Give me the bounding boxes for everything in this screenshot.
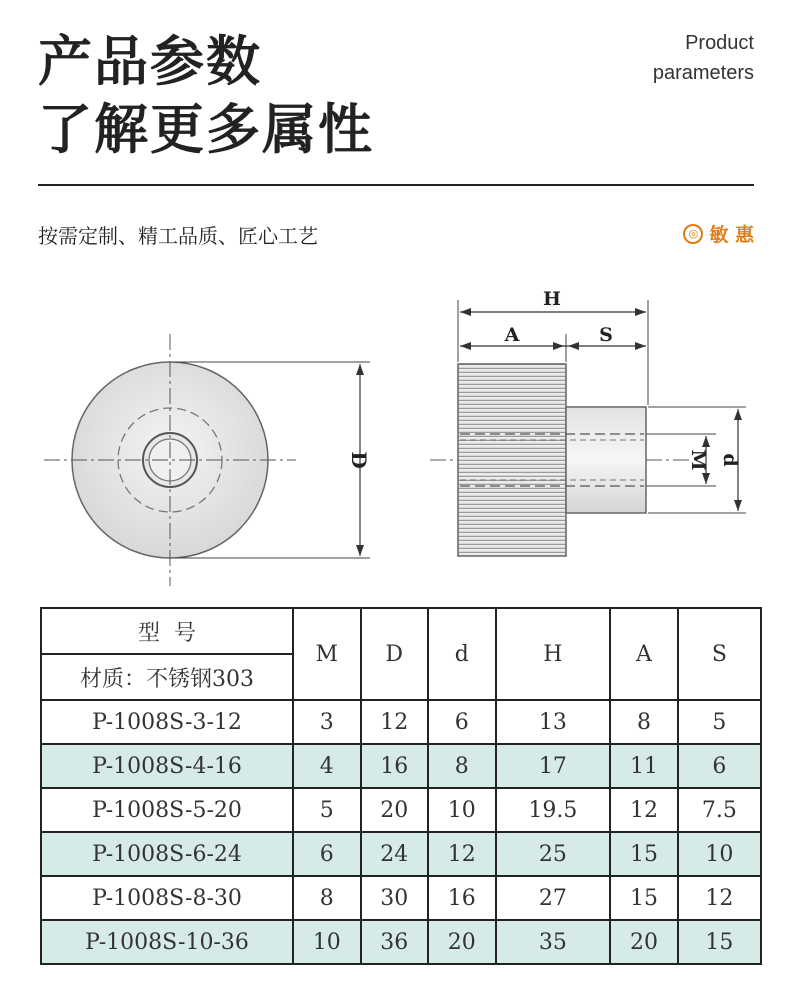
- cell-d: 16: [428, 876, 496, 920]
- table-row: [41, 788, 761, 832]
- s-arrow-left: [568, 342, 579, 350]
- cell-d: 6: [428, 700, 496, 744]
- cell-d: 10: [428, 788, 496, 832]
- cell-model: P-1008S-8-30: [41, 876, 293, 920]
- cell-S: 7.5: [678, 788, 761, 832]
- spec-table-header-row: [41, 608, 761, 654]
- front-view: [44, 334, 371, 586]
- cell-model: P-1008S-6-24: [41, 832, 293, 876]
- brand-logo-icon: ◎: [683, 224, 703, 244]
- d-arrow-bottom: [356, 545, 364, 556]
- cell-M: 3: [293, 700, 361, 744]
- table-row: [41, 744, 761, 788]
- cell-M: 10: [293, 920, 361, 964]
- cell-A: 11: [610, 744, 678, 788]
- cell-S: 15: [678, 920, 761, 964]
- cell-D: 12: [361, 700, 429, 744]
- dim-label-A: A: [504, 324, 520, 346]
- cell-M: 4: [293, 744, 361, 788]
- cell-S: 10: [678, 832, 761, 876]
- side-view: [430, 288, 746, 556]
- m-arrow-top: [702, 436, 710, 447]
- cell-D: 24: [361, 832, 429, 876]
- cell-H: 13: [496, 700, 611, 744]
- d-arrow-top: [356, 364, 364, 375]
- cell-D: 30: [361, 876, 429, 920]
- cell-H: 35: [496, 920, 611, 964]
- col-header-S: S: [678, 608, 761, 700]
- english-subtitle-line2: parameters: [652, 62, 754, 84]
- cell-D: 36: [361, 920, 429, 964]
- cell-H: 25: [496, 832, 611, 876]
- dim-label-D: D: [347, 451, 371, 469]
- page-title-line2: 了解更多属性: [38, 98, 374, 161]
- m-arrow-bottom: [702, 473, 710, 484]
- cell-H: 17: [496, 744, 611, 788]
- a-arrow-right: [553, 342, 564, 350]
- cell-A: 12: [610, 788, 678, 832]
- spec-table-body: [41, 700, 761, 964]
- model-header: 型号: [41, 608, 293, 654]
- col-header-A: A: [610, 608, 678, 700]
- col-header-M: M: [293, 608, 361, 700]
- cell-model: P-1008S-5-20: [41, 788, 293, 832]
- spec-table: [40, 607, 762, 965]
- table-row: [41, 832, 761, 876]
- cell-model: P-1008S-3-12: [41, 700, 293, 744]
- cell-M: 8: [293, 876, 361, 920]
- slogan-text: 按需定制、精工品质、匠心工艺: [38, 224, 318, 248]
- english-subtitle-line1: Product: [685, 32, 754, 54]
- col-header-d: d: [428, 608, 496, 700]
- cell-D: 20: [361, 788, 429, 832]
- col-header-H: H: [496, 608, 611, 700]
- cell-d: 8: [428, 744, 496, 788]
- s-arrow-right: [635, 342, 646, 350]
- cell-A: 15: [610, 832, 678, 876]
- cell-H: 19.5: [496, 788, 611, 832]
- dim-label-d: d: [719, 453, 741, 467]
- cell-model: P-1008S-4-16: [41, 744, 293, 788]
- cell-H: 27: [496, 876, 611, 920]
- cell-A: 8: [610, 700, 678, 744]
- page-title-line1: 产品参数: [38, 30, 262, 93]
- col-header-D: D: [361, 608, 429, 700]
- cell-S: 6: [678, 744, 761, 788]
- dim-label-H: H: [543, 288, 561, 310]
- cell-model: P-1008S-10-36: [41, 920, 293, 964]
- side-view-knurled-head: [458, 364, 566, 556]
- h-arrow-left: [460, 308, 471, 316]
- material-header: 材质：不锈钢303: [41, 654, 293, 700]
- side-view-shaft: [566, 407, 646, 513]
- cell-D: 16: [361, 744, 429, 788]
- a-arrow-left: [460, 342, 471, 350]
- cell-M: 5: [293, 788, 361, 832]
- shaft-d-arrow-bottom: [734, 500, 742, 511]
- cell-A: 15: [610, 876, 678, 920]
- table-row: [41, 700, 761, 744]
- table-row: [41, 920, 761, 964]
- cell-S: 5: [678, 700, 761, 744]
- cell-M: 6: [293, 832, 361, 876]
- cell-d: 12: [428, 832, 496, 876]
- shaft-d-arrow-top: [734, 409, 742, 420]
- h-arrow-right: [635, 308, 646, 316]
- cell-A: 20: [610, 920, 678, 964]
- table-row: [41, 876, 761, 920]
- cell-S: 12: [678, 876, 761, 920]
- dim-label-M: M: [687, 449, 709, 471]
- brand-name: 敏 惠: [709, 224, 754, 246]
- dim-label-S: S: [599, 324, 613, 346]
- cell-d: 20: [428, 920, 496, 964]
